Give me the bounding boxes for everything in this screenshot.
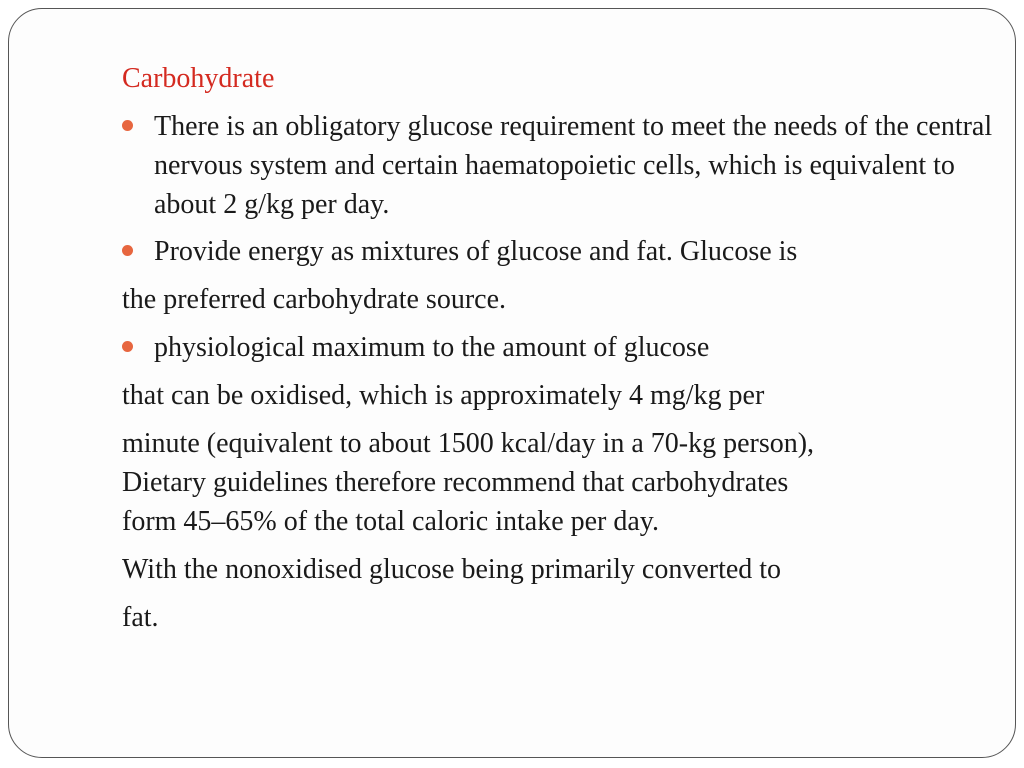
slide-frame: [8, 8, 1016, 758]
slide-heading: Carbohydrate: [122, 63, 275, 94]
bullet-dot-icon: [122, 245, 133, 256]
text-line-form: form 45–65% of the total caloric intake per day.: [122, 506, 659, 537]
text-line-oxidised: that can be oxidised, which is approximately 4 mg/kg per: [122, 380, 765, 411]
bullet-dot-icon: [122, 341, 133, 352]
bullet-item-glucose-requirement: [122, 107, 1002, 224]
bullet-text: There is an obligatory glucose requirement to meet the needs of the central nervous system and certain haematopoietic cells, which is equivalent to about 2 g/kg per day.: [154, 111, 993, 220]
bullet-text: Provide energy as mixtures of glucose and fat. Glucose is: [154, 236, 798, 267]
text-line-nonoxidised: With the nonoxidised glucose being primarily converted to: [122, 554, 782, 585]
text-line-minute: minute (equivalent to about 1500 kcal/day in a 70-kg person),: [122, 428, 815, 459]
bullet-dot-icon: [122, 120, 133, 131]
text-line-fat: fat.: [122, 602, 159, 633]
bullet-item-energy-mixture: [122, 232, 1002, 271]
bullet-text: physiological maximum to the amount of glucose: [154, 332, 710, 363]
text-line-preferred-source: the preferred carbohydrate source.: [122, 284, 507, 315]
text-line-dietary: Dietary guidelines therefore recommend that carbohydrates: [122, 467, 789, 498]
bullet-item-physiological-maximum: [122, 328, 1002, 367]
slide-content: [122, 61, 1002, 646]
